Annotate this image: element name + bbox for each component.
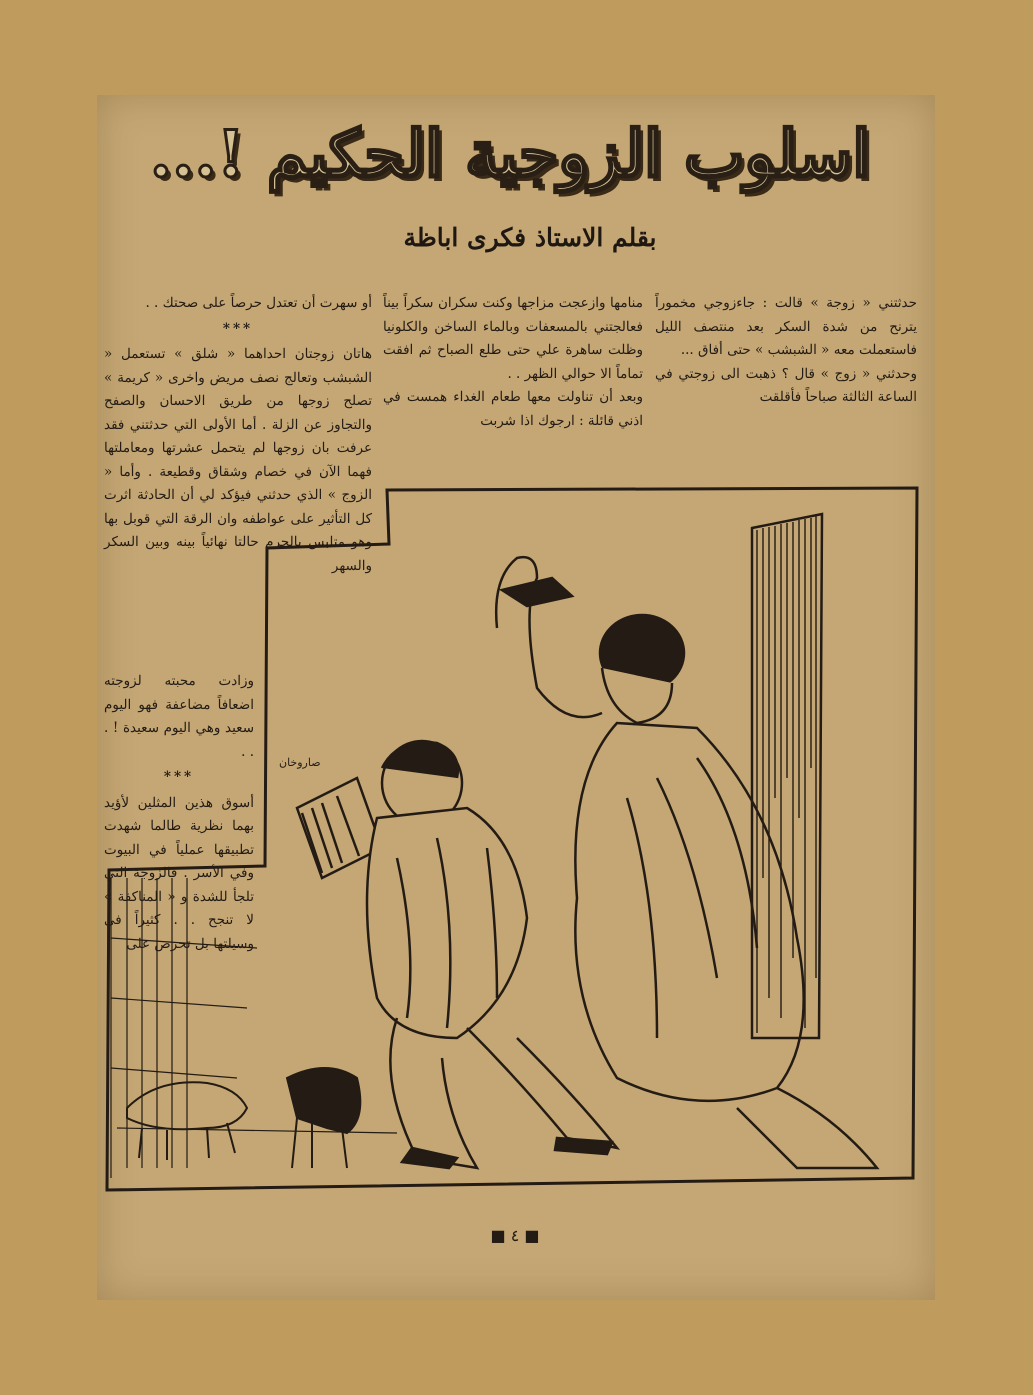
husband-leg-2 [467,1028,617,1148]
paragraph: أسوق هذين المثلين لأؤيد بهما نظرية طالما شهدت تطبيقها عملياً في البيوت وفي الأسر . فالزوجة التي تلجأ للشدة و « المناكفة » لا تنجح . . كثيراً في وسيلتها بل تحرص على [104,794,254,952]
paragraph: أو سهرت أن تعتدل حرصاً على صحتك . . [145,295,372,311]
section-separator: *** [163,769,195,785]
slipper [502,578,572,606]
section-separator: *** [222,320,254,337]
floor [111,878,397,1178]
text-column-right [655,292,917,477]
husband-coat [367,808,527,1038]
paragraph: وحدثني « زوج » قال ؟ ذهبت الى زوجتي في الساعة الثالثة صباحاً فأقلقت [655,365,917,405]
wife-leg [737,1088,877,1168]
page-number: ■ ٤ ■ [490,1226,540,1245]
husband-leg-1 [390,1018,477,1168]
dog [287,1068,360,1133]
article-title: اسلوب الزوجية الحكيم !... [149,117,871,192]
paragraph: منامها وازعجت مزاجها وكنت سكران سكراً بيناً فعالجتني بالمسعفات وبالماء الساخن والكلونيا وظلت ساهرة علي حتى طلع الصباح ثم افقت تماماً الا حوالي الظهر . . [383,295,643,382]
text-column-middle [383,292,643,477]
paragraph: وبعد أن تناولت معها طعام الغداء همست في اذني قائلة : ارجوك اذا شربت [383,389,643,429]
curtain [752,514,822,1038]
small-animals [127,1068,360,1168]
cartoon-illustration [97,478,935,1218]
artist-signature: صاروخان [279,756,321,769]
paragraph: وزادت محبته لزوجته اضعافاً مضاعفة فهو اليوم سعيد وهي اليوم سعيدة ! . . . [104,673,254,760]
article-byline: بقلم الاستاذ فكرى اباظة [403,223,657,252]
paragraph: حدثتني « زوجة » قالت : جاءزوجي مخموراً يترنح من شدة السكر بعد منتصف الليل فاستعملت معه « الشبشب » حتى أفاق ... [655,295,917,358]
paragraph: هاتان زوجتان احداهما « شلق » تستعمل « الشبشب وتعالج نصف مريض واخرى « كريمة » تصلح زوجها من طريق الاحسان والصفح والتجاوز عن الزلة . أما الأولى التي حدثتني فقد عرفت بان زوجها لم يتحمل عشرتها ومعاملتها فهما الآن في خصام وشقاق وقطيعة . وأما « الزوج » الذي حدثني فيؤكد لي أن الحادثة اثرت كل التأثير على عواطفه وان الرقة التي قوبل بها وهو متلبس بالجرم حالتا نهائياً بينه وبين السكر والسهر [104,346,372,574]
